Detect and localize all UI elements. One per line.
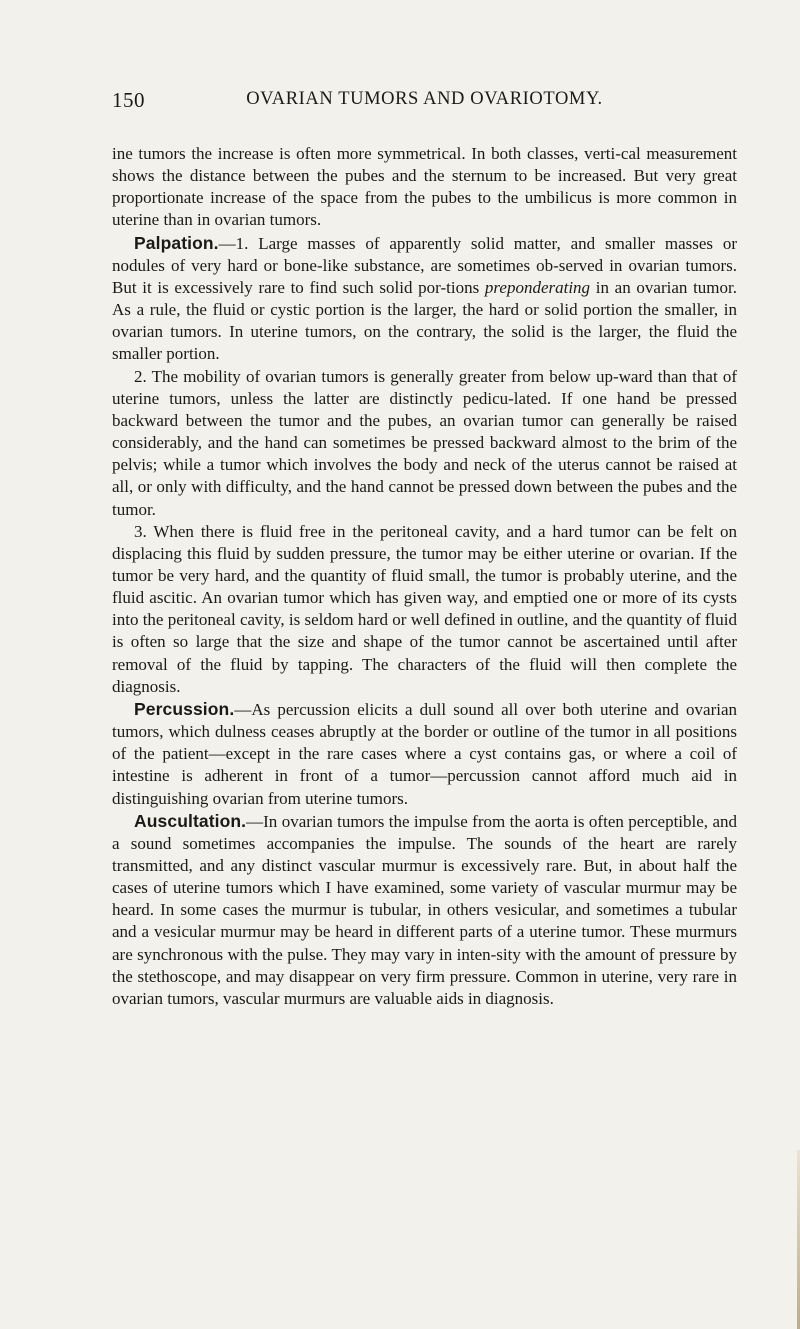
palpation-paragraph-1 xyxy=(112,232,737,366)
auscultation-text: —In ovarian tumors the impulse from the aorta is often perceptible, and a sound sometimes accompanies the impulse. The sounds of the heart are rarely transmitted, and any distinct vascular murmur is excessively rare. But, in about half the cases of uterine tumors which I have examined, some variety of vascular murmur may be heard. In some cases the murmur is tubular, in others vesicular, and sometimes a tubular and a vesicular murmur may be heard in different parts of a uterine tumor. These murmurs are synchronous with the pulse. They may vary in inten-sity with the amount of pressure by the stethoscope, and may disappear on very firm pressure. Common in uterine, very rare in ovarian tumors, vascular murmurs are valuable aids in diagnosis. xyxy=(112,811,737,1008)
percussion-paragraph xyxy=(112,698,737,810)
auscultation-paragraph xyxy=(112,810,737,1010)
percussion-text: —As percussion elicits a dull sound all over both uterine and ovarian tumors, which dulness ceases abruptly at the border or outline of the tumor in all positions of the patient—except in the rare cases where a cyst contains gas, or where a coil of intestine is adherent in front of a tumor—percussion cannot afford much aid in distinguishing ovarian from uterine tumors. xyxy=(112,699,737,808)
running-header xyxy=(112,88,737,118)
body-text xyxy=(112,143,737,1010)
page-number: 150 xyxy=(112,88,145,112)
palpation-text-a: —1. Large masses of apparently solid matter, and smaller masses or nodules of very hard or bone-like substance, are sometimes ob-served in ovarian tumors. But it is excessively rare to find such solid por-tions xyxy=(112,233,737,297)
palpation-heading: Palpation. xyxy=(134,232,219,253)
running-title: OVARIAN TUMORS AND OVARIOTOMY. xyxy=(246,89,603,109)
percussion-heading: Percussion. xyxy=(134,698,235,719)
palpation-italic-term: preponderating xyxy=(484,277,591,297)
palpation-paragraph-3: 3. When there is fluid free in the peritoneal cavity, and a hard tumor can be felt on displacing this fluid by sudden pressure, the tumor may be either uterine or ovarian. If the tumor be very hard, and the quantity of fluid small, the tumor is probably uterine, and the fluid ascitic. An ovarian tumor which has given way, and emptied one or more of its cysts into the peritoneal cavity, is seldom hard or well defined in outline, and the quantity of fluid is often so large that the size and shape of the tumor cannot be ascertained until after removal of the fluid by tapping. The characters of the fluid will then complete the diagnosis. xyxy=(112,521,737,696)
auscultation-heading: Auscultation. xyxy=(134,810,247,831)
intro-paragraph: ine tumors the increase is often more symmetrical. In both classes, verti-cal measurement shows the distance between the pubes and the sternum to be increased. But very great proportionate increase of the space from the pubes to the umbilicus is more common in uterine than in ovarian tumors. xyxy=(112,144,737,230)
palpation-paragraph-2: 2. The mobility of ovarian tumors is generally greater from below up-ward than that of uterine tumors, unless the latter are distinctly pedicu-lated. If one hand be pressed backward between the tumor and the pubes, an ovarian tumor can generally be raised considerably, and the hand can sometimes be pressed backward almost to the brim of the pelvis; while a tumor which involves the body and neck of the uterus cannot be raised at all, or only with difficulty, and the hand cannot be pressed down between the pubes and the tumor. xyxy=(112,366,737,519)
palpation-text-b: in an ovarian tumor. As a rule, the fluid or cystic portion is the larger, the hard or solid portion the smaller, in ovarian tumors. In uterine tumors, on the contrary, the solid is the larger, the fluid the smaller portion. xyxy=(112,277,737,364)
